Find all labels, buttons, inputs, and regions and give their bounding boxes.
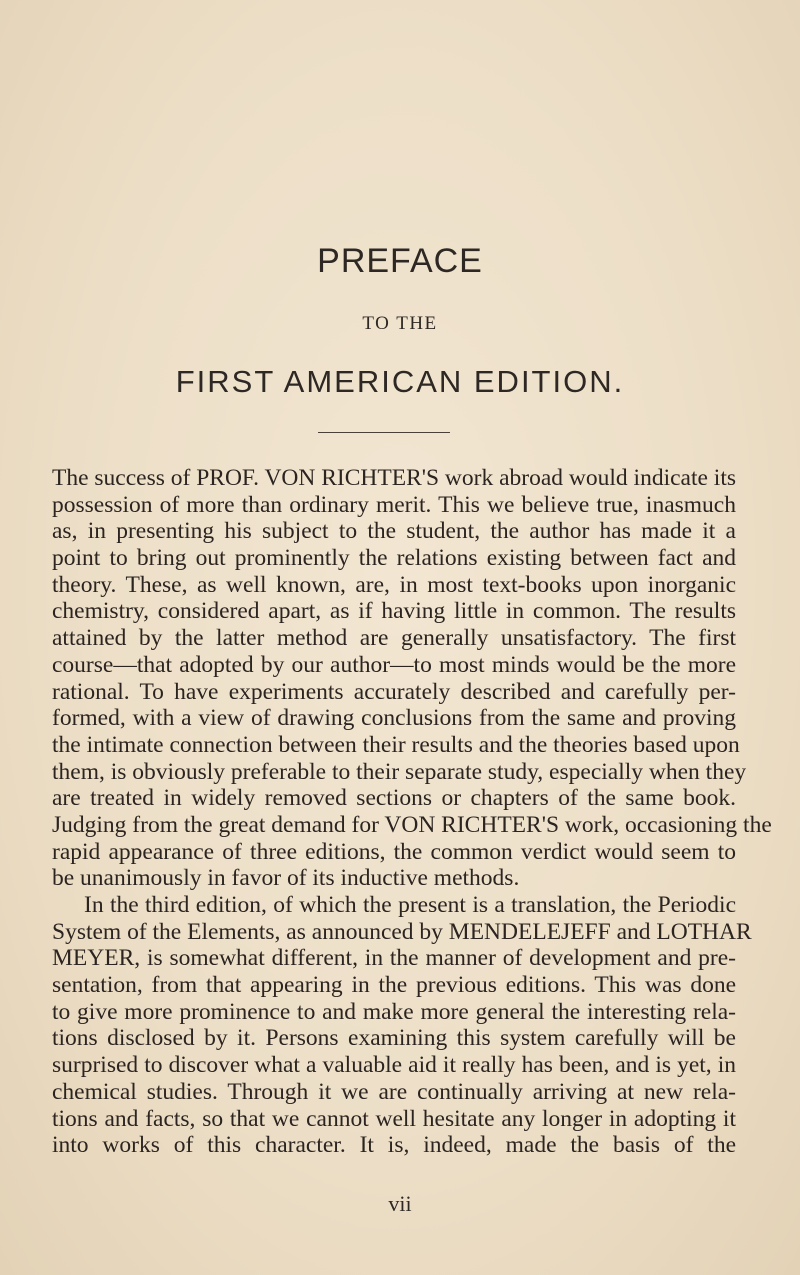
body-line: MEYER, is somewhat different, in the manner of development and pre- (52, 945, 736, 972)
body-line: rapid appearance of three editions, the common verdict would seem to (52, 838, 736, 865)
body-line: Judging from the great demand for VON RICHTER'S work, occasioning the (52, 811, 772, 838)
body-line: the intimate connection between their results and the theories based upon (52, 731, 740, 758)
page-number: vii (388, 1191, 412, 1216)
body-line: as, in presenting his subject to the student, the author has made it a (52, 518, 736, 545)
body-line: to give more prominence to and make more general the interesting rela- (52, 998, 736, 1025)
body-line: chemical studies. Through it we are continually arriving at new rela- (52, 1078, 736, 1105)
body-line: chemistry, considered apart, as if having little in common. The results (52, 598, 736, 625)
body-line: formed, with a view of drawing conclusions from the same and proving (52, 705, 736, 732)
body-line: sentation, from that appearing in the previous editions. This was done (52, 972, 736, 999)
body-line: surprised to discover what a valuable aid it really has been, and is yet, in (52, 1052, 736, 1079)
body-line: tions and facts, so that we cannot well hesitate any longer in adopting it (52, 1105, 736, 1132)
body-line: attained by the latter method are generally unsatisfactory. The first (52, 625, 736, 652)
page-title: PREFACE (317, 242, 483, 280)
body-line: The success of PROF. VON RICHTER'S work abroad would indicate its (52, 465, 737, 491)
page-subtitle: TO THE (362, 313, 438, 334)
edition-heading: FIRST AMERICAN EDITION. (175, 364, 625, 399)
body-line: tions disclosed by it. Persons examining this system carefully will be (52, 1025, 736, 1052)
body-line: them, is obviously preferable to their separate study, especially when they (52, 758, 747, 785)
heading-divider (318, 432, 450, 433)
body-line: rational. To have experiments accurately described and carefully per- (52, 678, 736, 705)
body-line: System of the Elements, as announced by MENDELEJEFF and LOTHAR (52, 918, 752, 945)
body-line: be unanimously in favor of its inductive methods. (52, 865, 520, 892)
body-line: possession of more than ordinary merit. This we believe true, inasmuch (52, 491, 736, 518)
body-line: are treated in widely removed sections or chapters of the same book. (52, 785, 736, 812)
body-line: theory. These, as well known, are, in most text-books upon inorganic (52, 571, 736, 598)
body-line: into works of this character. It is, indeed, made the basis of the (52, 1132, 736, 1159)
body-line: point to bring out prominently the relations existing between fact and (52, 545, 736, 572)
body-line: In the third edition, of which the present is a translation, the Periodic (84, 892, 736, 918)
body-line: course—that adopted by our author—to most minds would be the more (52, 651, 736, 678)
preface-body (52, 465, 772, 1159)
